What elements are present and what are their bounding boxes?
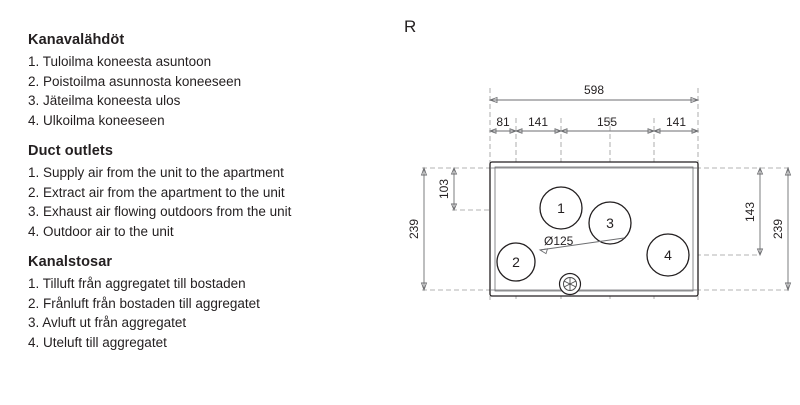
legend-title-fi: Kanavalähdöt (28, 32, 125, 48)
dim-segment-4: 141 (665, 115, 687, 129)
list-item: 3. Avluft ut från aggregatet (28, 315, 187, 330)
list-item: 3. Exhaust air flowing outdoors from the unit (28, 204, 292, 219)
legend-block-en (28, 143, 388, 241)
legend-list-en (28, 163, 388, 241)
list-item: 4. Outdoor air to the unit (28, 223, 174, 239)
list-item: 2. Frånluft från bostaden till aggregatet (28, 295, 260, 311)
dim-right-outer-height: 239 (771, 218, 785, 240)
list-item: 4. Ulkoilma koneeseen (28, 112, 165, 128)
dim-segment-2: 141 (527, 115, 549, 129)
list-item: 1. Tuloilma koneesta asuntoon (28, 54, 212, 69)
duct-outlet-legend (28, 32, 388, 365)
dim-segment-1: 81 (496, 115, 510, 129)
dim-total-width: 598 (583, 83, 605, 97)
legend-block-sv (28, 254, 388, 352)
port-label-4: 4 (664, 247, 672, 263)
drain-detail-icon (560, 274, 581, 295)
list-item: 2. Poistoilma asunnosta koneeseen (28, 73, 242, 89)
diameter-note: Ø125 (544, 234, 574, 248)
port-label-3: 3 (606, 215, 614, 231)
dim-right-inner-height: 143 (743, 201, 757, 223)
dim-left-inner-height: 103 (437, 178, 451, 200)
list-item: 2. Extract air from the apartment to the unit (28, 184, 285, 200)
port-label-2: 2 (512, 254, 520, 270)
list-item: 1. Supply air from the unit to the apartment (28, 165, 284, 180)
port-label-1: 1 (557, 200, 565, 216)
variant-label: R (404, 17, 417, 36)
dim-segment-3: 155 (596, 115, 618, 129)
unit-top-view-drawing (392, 0, 800, 405)
legend-list-fi (28, 52, 388, 130)
legend-title-en: Duct outlets (28, 143, 113, 159)
list-item: 1. Tilluft från aggregatet till bostaden (28, 276, 246, 291)
legend-list-sv (28, 274, 388, 352)
list-item: 3. Jäteilma koneesta ulos (28, 93, 181, 108)
legend-block-fi (28, 32, 388, 130)
legend-title-sv: Kanalstosar (28, 254, 113, 270)
list-item: 4. Uteluft till aggregatet (28, 334, 167, 350)
dim-left-outer-height: 239 (407, 218, 421, 240)
